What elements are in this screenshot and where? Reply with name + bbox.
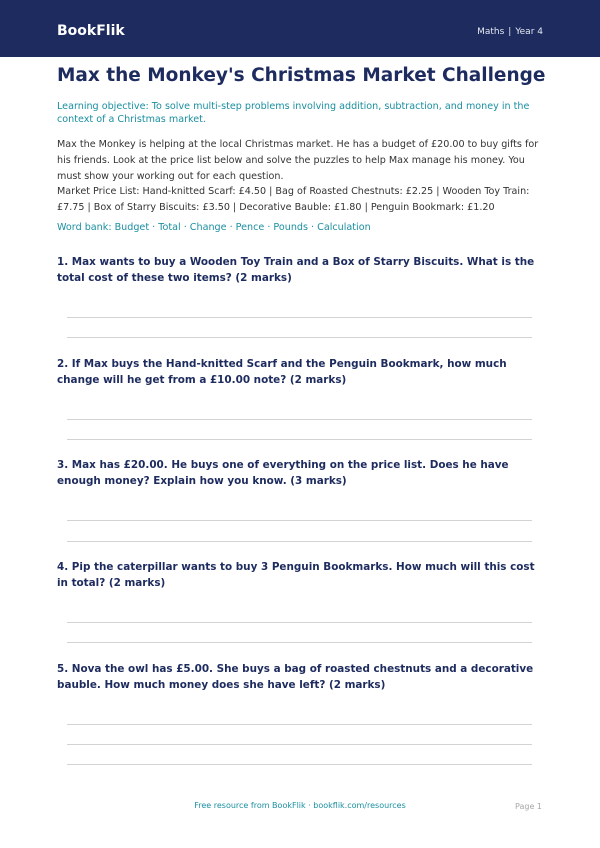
intro-paragraph: Max the Monkey is helping at the local Christmas market. He has a budget of £20.00 to buy gifts for his friends. Look at the price list below and solve the puzzles to help Max manage his money. You must show your working out for each question. [57,139,539,182]
page-title: Max the Monkey's Christmas Market Challenge [57,65,546,86]
footer-credit[interactable]: Free resource from BookFlik · bookflik.com/resources [194,801,406,810]
answer-line[interactable] [67,541,532,542]
answer-line[interactable] [67,520,532,521]
answer-line[interactable] [67,317,532,318]
word-bank: Word bank: Budget · Total · Change · Pence · Pounds · Calculation [57,222,371,233]
answer-line[interactable] [67,642,532,643]
year-label: Year 4 [515,27,543,37]
subject-year [477,27,543,37]
answer-line[interactable] [67,337,532,338]
answer-line[interactable] [67,622,532,623]
header-bar [0,0,600,57]
answer-line[interactable] [67,764,532,765]
price-list: Market Price List: Hand-knitted Scarf: £4.50 | Bag of Roasted Chestnuts: £2.25 | Wooden Toy Train: £7.75 | Box of Starry Biscuits: £3.50 | Decorative Bauble: £1.80 | Penguin Bookmark: £1.20 [57,186,530,213]
question-1: 1. Max wants to buy a Wooden Toy Train and a Box of Starry Biscuits. What is the total cost of these two items? (2 marks) [57,256,535,284]
answer-line[interactable] [67,744,532,745]
question-3: 3. Max has £20.00. He buys one of everything on the price list. Does he have enough money? Explain how you know. (3 marks) [57,459,509,487]
question-4: 4. Pip the caterpillar wants to buy 3 Penguin Bookmarks. How much will this cost in total? (2 marks) [57,561,535,589]
separator: | [508,27,512,37]
subject-label: Maths [477,27,505,37]
question-5: 5. Nova the owl has £5.00. She buys a bag of roasted chestnuts and a decorative bauble. How much money does she have left? (2 marks) [57,663,534,691]
answer-line[interactable] [67,439,532,440]
learning-objective: Learning objective: To solve multi-step problems involving addition, subtraction, and money in the context of a Christmas market. [57,101,530,125]
answer-line[interactable] [67,419,532,420]
question-2: 2. If Max buys the Hand-knitted Scarf and the Penguin Bookmark, how much change will he get from a £10.00 note? (2 marks) [57,358,507,386]
page-number: Page 1 [515,802,542,811]
brand-logo[interactable]: BookFlik [57,23,125,39]
answer-line[interactable] [67,724,532,725]
